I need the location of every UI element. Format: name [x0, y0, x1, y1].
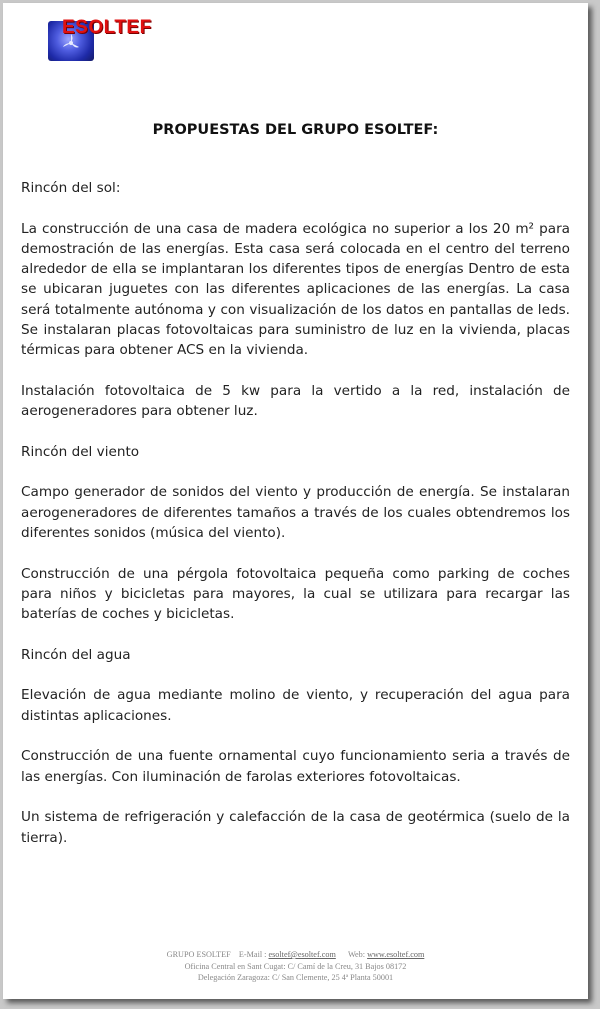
section-heading: Rincón del agua: [21, 646, 131, 663]
body-paragraph: Construcción de una fuente ornamental cuyo funcionamiento seria a través de las energías. Con iluminación de farolas exteriores fotovoltaicas.: [21, 748, 570, 785]
body-paragraph: Construcción de una pérgola fotovoltaica pequeña como parking de coches para niños y bicicletas para mayores, la cual se utilizara para recargar las baterías de coches y bicicletas.: [21, 565, 570, 623]
footer-email-link[interactable]: esoltef@esoltef.com: [268, 950, 336, 959]
footer: [3, 949, 588, 984]
document-body: [21, 178, 570, 868]
footer-line-office: Oficina Central en Sant Cugat: C/ Camí de la Creu, 31 Bajos 08172: [184, 961, 407, 971]
footer-web-label: Web:: [347, 950, 366, 959]
footer-web-link[interactable]: www.esoltef.com: [367, 950, 425, 959]
footer-line-contact: [3, 949, 588, 961]
logo-text: ESOLTEF: [62, 17, 152, 38]
footer-line-delegation: Delegación Zaragoza: C/ San Clemente, 25 4ª Planta 50001: [197, 973, 394, 982]
section-heading: Rincón del sol:: [21, 180, 121, 196]
body-paragraph: Campo generador de sonidos del viento y producción de energía. Se instalaran aerogeneradores de diferentes tamaños a través de los cuales obtendremos los diferentes sonidos (música del viento).: [21, 484, 570, 542]
body-paragraph: Instalación fotovoltaica de 5 kw para la vertido a la red, instalación de aerogeneradores para obtener luz.: [21, 382, 570, 420]
body-paragraph: Un sistema de refrigeración y calefacción de la casa de geotérmica (suelo de la tierra).: [21, 809, 570, 846]
footer-email-label: E-Mail :: [238, 950, 267, 959]
section-heading: Rincón del viento: [21, 443, 140, 460]
esoltef-logo: [46, 17, 152, 63]
footer-group: GRUPO ESOLTEF: [166, 950, 231, 959]
document-page: [3, 3, 588, 999]
body-paragraph: La construcción de una casa de madera ecológica no superior a los 20 m² para demostración de las energías. Esta casa será colocada en el centro del terreno alrededor de ella se implantaran los diferentes tipos de energías Dentro de esta se ubicaran juguetes con las diferentes aplicaciones de las energías. La casa será totalmente autónoma y con visualización de los datos en pantallas de leds. Se instalaran placas fotovoltaicas para suministro de luz en la vivienda, placas térmicas para obtener ACS en la vivienda.: [21, 220, 570, 359]
body-paragraph: Elevación de agua mediante molino de viento, y recuperación del agua para distintas aplicaciones.: [21, 687, 570, 724]
page-title: PROPUESTAS DEL GRUPO ESOLTEF:: [152, 122, 439, 138]
